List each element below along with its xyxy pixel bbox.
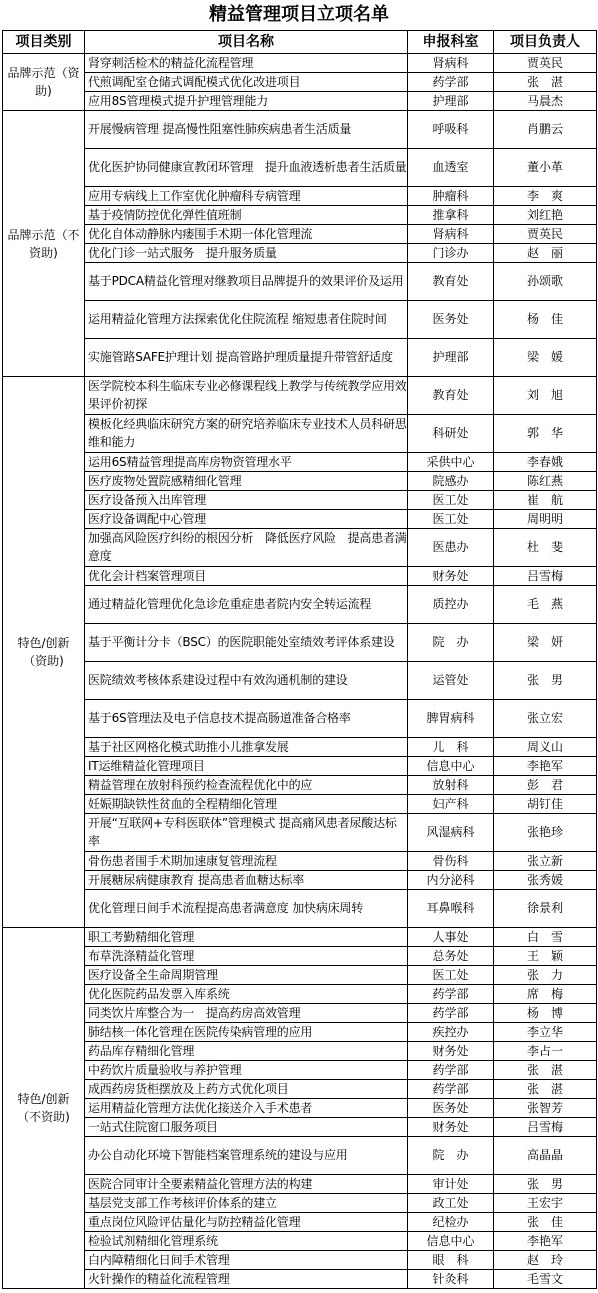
department-cell: 信息中心: [408, 757, 494, 776]
person-cell: 赵 玲: [494, 1251, 597, 1270]
department-cell: 骨伤科: [408, 852, 494, 871]
table-row: [3, 1270, 597, 1289]
department-cell: 门诊办: [408, 244, 494, 263]
table-row: [3, 662, 597, 700]
table-body: [3, 54, 597, 1289]
person-cell: 席 梅: [494, 985, 597, 1004]
project-name-cell: 应用专病线上工作室优化肿瘤科专病管理: [85, 187, 408, 206]
person-cell: 张 湛: [494, 1061, 597, 1080]
person-cell: 吕雪梅: [494, 1118, 597, 1137]
table-row: [3, 73, 597, 92]
department-cell: 儿 科: [408, 738, 494, 757]
table-row: [3, 1099, 597, 1118]
project-name-cell: 运用精益化管理方法探索优化住院流程 缩短患者住院时间: [85, 301, 408, 339]
table-row: [3, 1061, 597, 1080]
table-row: [3, 206, 597, 225]
table-row: [3, 1118, 597, 1137]
person-cell: 张 佳: [494, 1213, 597, 1232]
person-cell: 马晨杰: [494, 92, 597, 111]
department-cell: 眼 科: [408, 1251, 494, 1270]
project-name-cell: 重点岗位风险评估量化与防控精益化管理: [85, 1213, 408, 1232]
person-cell: 杨 佳: [494, 301, 597, 339]
table-row: [3, 244, 597, 263]
department-cell: 护理部: [408, 92, 494, 111]
person-cell: 刘 旭: [494, 377, 597, 415]
project-name-cell: 开展慢病管理 提高慢性阻塞性肺疾病患者生活质量: [85, 111, 408, 149]
table-row: [3, 111, 597, 149]
project-name-cell: 医院合同审计全要素精益化管理方法的构建: [85, 1175, 408, 1194]
table-row: [3, 966, 597, 985]
department-cell: 审计处: [408, 1175, 494, 1194]
category-cell: 品牌示范（资助): [3, 54, 85, 111]
department-cell: 院 办: [408, 1137, 494, 1175]
department-cell: 信息中心: [408, 1232, 494, 1251]
table-row: [3, 567, 597, 586]
department-cell: 纪检办: [408, 1213, 494, 1232]
person-cell: 肖鹏云: [494, 111, 597, 149]
person-cell: 张 湛: [494, 1080, 597, 1099]
department-cell: 财务处: [408, 1042, 494, 1061]
project-name-cell: 开展“互联网+专科医联体”管理模式 提高痛风患者尿酸达标率: [85, 814, 408, 852]
project-name-cell: 基层党支部工作考核评价体系的建立: [85, 1194, 408, 1213]
project-name-cell: 基于PDCA精益化管理对继教项目品牌提升的效果评价及运用: [85, 263, 408, 301]
department-cell: 呼吸科: [408, 111, 494, 149]
project-name-cell: 医学院校本科生临床专业必修课程线上教学与传统教学应用效果评价初探: [85, 377, 408, 415]
department-cell: 财务处: [408, 1118, 494, 1137]
table-row: [3, 1175, 597, 1194]
project-name-cell: 开展糖尿病健康教育 提高患者血糖达标率: [85, 871, 408, 890]
project-name-cell: 优化管理日间手术流程提高患者满意度 加快病床周转: [85, 890, 408, 928]
department-cell: 院感办: [408, 472, 494, 491]
department-cell: 药学部: [408, 1061, 494, 1080]
person-cell: 赵 丽: [494, 244, 597, 263]
table-row: [3, 1023, 597, 1042]
table-row: [3, 776, 597, 795]
project-name-cell: 医疗设备调配中心管理: [85, 510, 408, 529]
person-cell: 杜 斐: [494, 529, 597, 567]
department-cell: 采供中心: [408, 453, 494, 472]
person-cell: 杨 博: [494, 1004, 597, 1023]
person-cell: 张 湛: [494, 73, 597, 92]
project-name-cell: 成西药房货柜摆放及上药方式优化项目: [85, 1080, 408, 1099]
department-cell: 财务处: [408, 567, 494, 586]
department-cell: 药学部: [408, 1080, 494, 1099]
table-row: [3, 871, 597, 890]
project-name-cell: 医疗废物处置院感精细化管理: [85, 472, 408, 491]
project-name-cell: 肾穿刺活检术的精益化流程管理: [85, 54, 408, 73]
project-name-cell: 应用8S管理模式提升护理管理能力: [85, 92, 408, 111]
table-row: [3, 92, 597, 111]
table-row: [3, 1042, 597, 1061]
project-name-cell: 代煎调配室仓储式调配模式优化改进项目: [85, 73, 408, 92]
department-cell: 药学部: [408, 1004, 494, 1023]
person-cell: 李占一: [494, 1042, 597, 1061]
person-cell: 毛 燕: [494, 586, 597, 624]
person-cell: 周义山: [494, 738, 597, 757]
table-row: [3, 263, 597, 301]
category-cell: 特色/创新（不资助): [3, 928, 85, 1289]
table-row: [3, 1194, 597, 1213]
project-name-cell: 加强高风险医疗纠纷的根因分析 降低医疗风险 提高患者满意度: [85, 529, 408, 567]
project-name-cell: 中药饮片质量验收与养护管理: [85, 1061, 408, 1080]
project-name-cell: 骨伤患者围手术期加速康复管理流程: [85, 852, 408, 871]
person-cell: 彭 君: [494, 776, 597, 795]
department-cell: 医务处: [408, 1099, 494, 1118]
table-row: [3, 453, 597, 472]
department-cell: 内分泌科: [408, 871, 494, 890]
project-name-cell: 职工考勤精细化管理: [85, 928, 408, 947]
project-name-cell: 检验试剂精细化管理系统: [85, 1232, 408, 1251]
table-row: [3, 890, 597, 928]
person-cell: 李 爽: [494, 187, 597, 206]
person-cell: 李艳军: [494, 1232, 597, 1251]
project-name-cell: 医疗设备全生命周期管理: [85, 966, 408, 985]
table-row: [3, 187, 597, 206]
project-name-cell: 实施管路SAFE护理计划 提高管路护理质量提升带管舒适度: [85, 339, 408, 377]
table-row: [3, 852, 597, 871]
department-cell: 医务处: [408, 301, 494, 339]
department-cell: 药学部: [408, 73, 494, 92]
project-name-cell: 基于平衡计分卡（BSC）的医院职能处室绩效考评体系建设: [85, 624, 408, 662]
person-cell: 张秀媛: [494, 871, 597, 890]
project-name-cell: 基于6S管理法及电子信息技术提高肠道准备合格率: [85, 700, 408, 738]
person-cell: 郭 华: [494, 415, 597, 453]
project-name-cell: 运用6S精益管理提高库房物资管理水平: [85, 453, 408, 472]
department-cell: 药学部: [408, 985, 494, 1004]
project-name-cell: 基于疫情防控优化弹性值班制: [85, 206, 408, 225]
person-cell: 李春娥: [494, 453, 597, 472]
project-name-cell: 基于社区网格化模式助推小儿推拿发展: [85, 738, 408, 757]
department-cell: 医工处: [408, 966, 494, 985]
table-row: [3, 757, 597, 776]
project-name-cell: 火针操作的精益化流程管理: [85, 1270, 408, 1289]
department-cell: 风湿病科: [408, 814, 494, 852]
department-cell: 肿瘤科: [408, 187, 494, 206]
table-row: [3, 700, 597, 738]
person-cell: 徐景利: [494, 890, 597, 928]
department-cell: 人事处: [408, 928, 494, 947]
person-cell: 刘红艳: [494, 206, 597, 225]
person-cell: 李艳军: [494, 757, 597, 776]
department-cell: 肾病科: [408, 225, 494, 244]
header-person: 项目负责人: [494, 31, 597, 54]
table-row: [3, 985, 597, 1004]
person-cell: 贾英民: [494, 225, 597, 244]
department-cell: 医工处: [408, 491, 494, 510]
person-cell: 贾英民: [494, 54, 597, 73]
department-cell: 妇产科: [408, 795, 494, 814]
department-cell: 推拿科: [408, 206, 494, 225]
table-row: [3, 1251, 597, 1270]
table-row: [3, 225, 597, 244]
department-cell: 运管处: [408, 662, 494, 700]
table-row: [3, 301, 597, 339]
project-name-cell: 一站式住院窗口服务项目: [85, 1118, 408, 1137]
department-cell: 放射科: [408, 776, 494, 795]
table-row: [3, 947, 597, 966]
category-cell: 特色/创新（资助): [3, 377, 85, 928]
department-cell: 耳鼻喉科: [408, 890, 494, 928]
person-cell: 梁 媛: [494, 339, 597, 377]
person-cell: 张 力: [494, 966, 597, 985]
department-cell: 针灸科: [408, 1270, 494, 1289]
header-project-name: 项目名称: [85, 31, 408, 54]
person-cell: 张立新: [494, 852, 597, 871]
project-name-cell: 医院绩效考核体系建设过程中有效沟通机制的建设: [85, 662, 408, 700]
header-row: [3, 31, 597, 54]
department-cell: 教育处: [408, 377, 494, 415]
department-cell: 肾病科: [408, 54, 494, 73]
table-row: [3, 415, 597, 453]
person-cell: 毛雪文: [494, 1270, 597, 1289]
table-row: [3, 814, 597, 852]
person-cell: 张立宏: [494, 700, 597, 738]
department-cell: 医患办: [408, 529, 494, 567]
project-table: [2, 30, 597, 1289]
table-row: [3, 1080, 597, 1099]
department-cell: 教育处: [408, 263, 494, 301]
person-cell: 梁 妍: [494, 624, 597, 662]
table-row: [3, 339, 597, 377]
table-row: [3, 149, 597, 187]
table-row: [3, 738, 597, 757]
department-cell: 医工处: [408, 510, 494, 529]
project-name-cell: 妊娠期缺铁性贫血的全程精细化管理: [85, 795, 408, 814]
department-cell: 脾胃病科: [408, 700, 494, 738]
project-name-cell: 白内障精细化日间手术管理: [85, 1251, 408, 1270]
table-row: [3, 928, 597, 947]
person-cell: 白 雪: [494, 928, 597, 947]
person-cell: 王 颖: [494, 947, 597, 966]
table-row: [3, 795, 597, 814]
project-name-cell: 优化医院药品发票入库系统: [85, 985, 408, 1004]
project-name-cell: 办公自动化环境下智能档案管理系统的建设与应用: [85, 1137, 408, 1175]
person-cell: 陈红燕: [494, 472, 597, 491]
project-name-cell: 药品库存精细化管理: [85, 1042, 408, 1061]
project-name-cell: 布草洗涤精益化管理: [85, 947, 408, 966]
document-title: 精益管理项目立项名单: [209, 4, 389, 25]
project-name-cell: 模板化经典临床研究方案的研究培养临床专业技术人员科研思维和能力: [85, 415, 408, 453]
table-row: [3, 586, 597, 624]
category-cell: 品牌示范（不资助): [3, 111, 85, 377]
project-name-cell: 优化医护协同健康宣教闭环管理 提升血液透析患者生活质量: [85, 149, 408, 187]
department-cell: 政工处: [408, 1194, 494, 1213]
project-name-cell: 通过精益化管理优化急诊危重症患者院内安全转运流程: [85, 586, 408, 624]
person-cell: 张 男: [494, 662, 597, 700]
person-cell: 李立华: [494, 1023, 597, 1042]
project-name-cell: 肺结核一体化管理在医院传染病管理的应用: [85, 1023, 408, 1042]
person-cell: 张智芳: [494, 1099, 597, 1118]
table-row: [3, 1004, 597, 1023]
table-row: [3, 1232, 597, 1251]
table-row: [3, 510, 597, 529]
department-cell: 科研处: [408, 415, 494, 453]
table-row: [3, 529, 597, 567]
project-name-cell: 运用精益化管理方法优化接送介入手术患者: [85, 1099, 408, 1118]
person-cell: 张 男: [494, 1175, 597, 1194]
table-row: [3, 1137, 597, 1175]
project-name-cell: 优化会计档案管理项目: [85, 567, 408, 586]
person-cell: 崔 航: [494, 491, 597, 510]
person-cell: 张艳珍: [494, 814, 597, 852]
table-row: [3, 491, 597, 510]
person-cell: 董小革: [494, 149, 597, 187]
department-cell: 护理部: [408, 339, 494, 377]
table-row: [3, 472, 597, 491]
table-row: [3, 624, 597, 662]
department-cell: 疾控办: [408, 1023, 494, 1042]
department-cell: 血透室: [408, 149, 494, 187]
person-cell: 吕雪梅: [494, 567, 597, 586]
person-cell: 胡钉佳: [494, 795, 597, 814]
person-cell: 孙颂歌: [494, 263, 597, 301]
table-row: [3, 54, 597, 73]
department-cell: 总务处: [408, 947, 494, 966]
project-name-cell: 医疗设备预入出库管理: [85, 491, 408, 510]
table-row: [3, 377, 597, 415]
table-row: [3, 1213, 597, 1232]
person-cell: 王宏宇: [494, 1194, 597, 1213]
person-cell: 周明明: [494, 510, 597, 529]
department-cell: 质控办: [408, 586, 494, 624]
header-department: 申报科室: [408, 31, 494, 54]
project-name-cell: 精益管理在放射科预约检查流程优化中的应: [85, 776, 408, 795]
department-cell: 院 办: [408, 624, 494, 662]
header-category: 项目类别: [3, 31, 85, 54]
project-name-cell: IT运维精益化管理项目: [85, 757, 408, 776]
project-name-cell: 优化门诊一站式服务 提升服务质量: [85, 244, 408, 263]
project-name-cell: 优化自体动静脉内瘘围手术期一体化管理流: [85, 225, 408, 244]
project-name-cell: 同类饮片库整合为一 提高药房高效管理: [85, 1004, 408, 1023]
person-cell: 高晶晶: [494, 1137, 597, 1175]
